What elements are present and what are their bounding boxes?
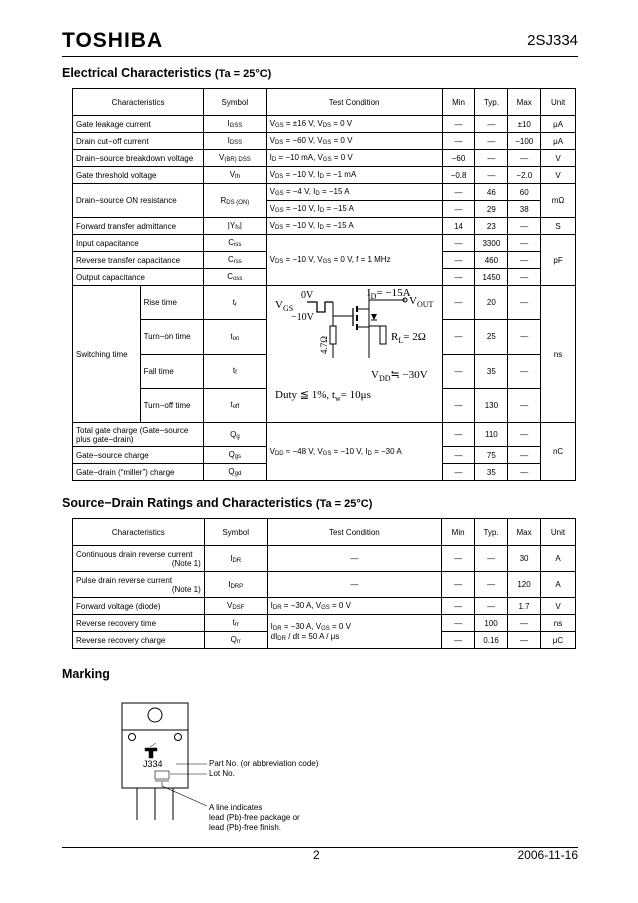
electrical-condition: (Ta = 25°C) (214, 68, 272, 80)
electrical-title: Electrical Characteristics (62, 66, 212, 80)
marking-note-2: lead (Pb)-free package or (209, 813, 300, 822)
switching-test-circuit (267, 286, 442, 422)
row-unit: ns (541, 615, 576, 632)
row-name: Reverse transfer capacitance (73, 252, 204, 269)
marking-note-3: lead (Pb)-free finish. (209, 823, 282, 832)
col-test-condition: Test Condition (266, 89, 442, 116)
pin1-marker (129, 734, 136, 741)
row-unit: μA (541, 116, 576, 133)
row-name: Drain−source ON resistance (73, 184, 204, 218)
row-min: — (442, 354, 475, 388)
row-unit: mΩ (541, 184, 576, 218)
row-max: — (508, 150, 541, 167)
source-drain-condition: (Ta = 25°C) (315, 498, 373, 510)
row-max: ±10 (508, 116, 541, 133)
col-min: Min (442, 89, 475, 116)
row-symbol: $I_{GSS}$ (204, 116, 267, 133)
row-condition: $V_{GS} = -4$ V, $I_D = -15$ A (266, 184, 442, 201)
col-min: Min (442, 519, 475, 546)
vout-label: $V_{OUT}$ (408, 295, 434, 309)
table-row (73, 615, 576, 632)
row-typ: — (475, 546, 508, 572)
body-diode-icon (371, 314, 377, 320)
row-symbol: $C_{iss}$ (204, 235, 267, 252)
gate-pulse-waveform (307, 302, 333, 312)
row-name: Rise time (140, 286, 204, 320)
row-symbol: $V_{DSF}$ (204, 598, 267, 615)
row-condition: $V_{DS} = -10$ V, $I_D = -15$ A (266, 218, 442, 235)
row-min: — (442, 615, 475, 632)
electrical-section-title (62, 66, 271, 80)
row-symbol: $Q_{rr}$ (204, 632, 267, 649)
row-typ: 1450 (475, 269, 508, 286)
col-symbol: Symbol (204, 89, 267, 116)
row-unit: V (541, 167, 576, 184)
table-row (73, 598, 576, 615)
gate-resistor-label: 4.7Ω (318, 336, 329, 354)
table-row (73, 184, 576, 201)
row-max: — (508, 388, 541, 422)
row-condition: — (267, 572, 442, 598)
vgs-label: $V_{GS}$ (274, 299, 293, 313)
row-name: Fall time (140, 354, 204, 388)
row-unit: μC (541, 632, 576, 649)
page-number: 2 (313, 848, 320, 862)
row-max: — (508, 354, 541, 388)
row-min: — (442, 320, 475, 354)
row-min: — (442, 447, 475, 464)
duty-label: Duty ≦ 1%, $t_w= 10\mu s$ (274, 389, 371, 403)
row-condition: $V_{DD} \approx -48$ V, $V_{GS} = -10$ V, $I_D = -30$ A (266, 423, 442, 481)
row-name: Reverse recovery charge (73, 632, 205, 649)
row-typ: — (475, 167, 508, 184)
row-unit: A (541, 546, 576, 572)
table-row (73, 218, 576, 235)
table-row (73, 572, 576, 598)
row-min: — (442, 116, 475, 133)
row-max: — (508, 235, 541, 252)
id-label: $I_D= -15A$ (366, 287, 411, 301)
source-drain-section-title (62, 496, 372, 510)
marking-title: Marking (62, 667, 110, 681)
row-min: — (442, 269, 475, 286)
row-typ: 35 (475, 354, 508, 388)
table-row (73, 116, 576, 133)
row-condition: $V_{GS} = \pm 16$ V, $V_{DS} = 0$ V (266, 116, 442, 133)
row-typ: — (475, 572, 508, 598)
marking-part-label: Part No. (or abbreviation code) (209, 759, 319, 768)
row-name: Forward transfer admittance (73, 218, 204, 235)
col-characteristics: Characteristics (73, 519, 205, 546)
row-name: Gate−source charge (73, 447, 204, 464)
row-symbol: $C_{oss}$ (204, 269, 267, 286)
row-name: Gate threshold voltage (73, 167, 204, 184)
row-max: 38 (508, 201, 541, 218)
row-max: 60 (508, 184, 541, 201)
row-typ: 25 (475, 320, 508, 354)
row-name: Forward voltage (diode) (73, 598, 205, 615)
col-max: Max (508, 89, 541, 116)
row-symbol: $I_{DRP}$ (204, 572, 267, 598)
row-max: — (508, 252, 541, 269)
row-condition: — (267, 546, 442, 572)
row-unit: ns (541, 286, 576, 423)
row-min: — (442, 133, 475, 150)
row-typ: 460 (475, 252, 508, 269)
row-max: — (508, 615, 541, 632)
row-name: Turn−on time (140, 320, 204, 354)
row-min: — (442, 184, 475, 201)
pin2-marker (175, 734, 182, 741)
row-symbol: $V_{(BR) DSS}$ (204, 150, 267, 167)
row-max: — (508, 218, 541, 235)
row-min: — (442, 252, 475, 269)
row-name: Gate−drain (“miller”) charge (73, 464, 204, 481)
row-max: — (508, 464, 541, 481)
row-name: Total gate charge (Gate−source plus gate−drain) (73, 423, 204, 447)
row-condition: $I_{DR} = -30$ A, $V_{GS} = 0$ V $dI_{DR}$ / dt = 50 A / μs (267, 615, 442, 649)
row-condition: $I_{DR} = -30$ A, $V_{GS} = 0$ V (267, 598, 442, 615)
row-typ: — (475, 116, 508, 133)
row-min: — (442, 286, 475, 320)
row-symbol: $Q_{gd}$ (204, 464, 267, 481)
row-symbol: $|Y_{fs}|$ (204, 218, 267, 235)
row-typ: 46 (475, 184, 508, 201)
row-symbol: $I_{DSS}$ (204, 133, 267, 150)
rl-label: $R_L= 2\Omega$ (390, 331, 426, 345)
source-drain-title: Source−Drain Ratings and Characteristics (62, 496, 313, 510)
row-symbol: $Q_{gs}$ (204, 447, 267, 464)
col-max: Max (508, 519, 541, 546)
row-typ: — (475, 133, 508, 150)
row-min: — (442, 464, 475, 481)
footer-rule (62, 847, 578, 848)
gate-resistor (330, 326, 336, 344)
row-min: 14 (442, 218, 475, 235)
row-name: Output capacitance (73, 269, 204, 286)
electrical-table (72, 88, 576, 481)
row-name: Turn−off time (140, 388, 204, 422)
table-row (73, 235, 576, 252)
row-min: — (442, 598, 475, 615)
row-min: — (442, 388, 475, 422)
mounting-hole (148, 708, 162, 722)
table-header-row (73, 89, 576, 116)
vdd-label: $V_{DD}≒ -30V$ (370, 369, 428, 383)
row-min: −60 (442, 150, 475, 167)
pulse-neg-label: −10V (290, 312, 314, 323)
row-typ: 130 (475, 388, 508, 422)
table-row (73, 133, 576, 150)
row-max: −100 (508, 133, 541, 150)
row-unit: V (541, 150, 576, 167)
row-condition: $V_{DS} = -10$ V, $V_{GS} = 0$ V, f = 1 MHz (266, 235, 442, 286)
row-symbol: $C_{rss}$ (204, 252, 267, 269)
row-name: Reverse recovery time (73, 615, 205, 632)
row-unit: S (541, 218, 576, 235)
marking-note-1: A line indicates (209, 803, 263, 812)
pulse-zero-label: 0V (300, 290, 313, 301)
row-typ: — (475, 598, 508, 615)
row-typ: 23 (475, 218, 508, 235)
switching-circuit-cell (266, 286, 442, 423)
table-row (73, 286, 576, 320)
table-row (73, 546, 576, 572)
table-row (73, 150, 576, 167)
row-max: — (508, 269, 541, 286)
marking-lot-label: Lot No. (209, 769, 235, 778)
row-symbol: $t_r$ (204, 286, 267, 320)
row-symbol: $R_{DS (ON)}$ (204, 184, 267, 218)
row-symbol: $V_{th}$ (204, 167, 267, 184)
lot-box (155, 771, 169, 779)
load-resistor (380, 326, 386, 344)
row-symbol: $I_{DR}$ (204, 546, 267, 572)
row-max: 1.7 (508, 598, 541, 615)
row-max: 30 (508, 546, 541, 572)
col-unit: Unit (541, 89, 576, 116)
row-typ: 0.16 (475, 632, 508, 649)
row-condition: $I_D = -10$ mA, $V_{GS} = 0$ V (266, 150, 442, 167)
header-rule (62, 56, 578, 57)
row-typ: 75 (475, 447, 508, 464)
switching-group-label: Switching time (73, 286, 141, 423)
row-min: −0.8 (442, 167, 475, 184)
marking-code: J334 (143, 759, 163, 769)
row-min: — (442, 235, 475, 252)
row-typ: 20 (475, 286, 508, 320)
row-max: — (508, 632, 541, 649)
row-condition: $V_{GS} = -10$ V, $I_D = -15$ A (266, 201, 442, 218)
row-max: — (508, 447, 541, 464)
row-symbol: $t_{on}$ (204, 320, 267, 354)
document-date: 2006-11-16 (517, 848, 578, 862)
row-unit: pF (541, 235, 576, 286)
row-typ: 3300 (475, 235, 508, 252)
table-header-row (73, 519, 576, 546)
row-name: Drain−source breakdown voltage (73, 150, 204, 167)
row-max: −2.0 (508, 167, 541, 184)
row-typ: 35 (475, 464, 508, 481)
row-typ: 29 (475, 201, 508, 218)
col-test-condition: Test Condition (267, 519, 442, 546)
row-max: — (508, 320, 541, 354)
row-unit: nC (541, 423, 576, 481)
source-drain-table (72, 518, 576, 649)
row-symbol: $t_{off}$ (204, 388, 267, 422)
row-condition: $V_{DS} = -10$ V, $I_D = -1$ mA (266, 167, 442, 184)
brand-logo: TOSHIBA (62, 29, 164, 52)
row-name: Input capacitance (73, 235, 204, 252)
row-max: — (508, 423, 541, 447)
col-typ: Typ. (475, 519, 508, 546)
row-max: 120 (508, 572, 541, 598)
part-number: 2SJ334 (527, 32, 578, 49)
row-min: — (442, 632, 475, 649)
row-typ: 110 (475, 423, 508, 447)
col-characteristics: Characteristics (73, 89, 204, 116)
row-name: Gate leakage current (73, 116, 204, 133)
row-symbol: $t_{rr}$ (204, 615, 267, 632)
row-min: — (442, 572, 475, 598)
row-min: — (442, 546, 475, 572)
col-symbol: Symbol (204, 519, 267, 546)
row-unit: V (541, 598, 576, 615)
row-name: Continuous drain reverse current (Note 1) (73, 546, 205, 572)
row-condition: $V_{DS} = -60$ V, $V_{GS} = 0$ V (266, 133, 442, 150)
row-symbol: $Q_g$ (204, 423, 267, 447)
table-row (73, 167, 576, 184)
row-typ: 100 (475, 615, 508, 632)
row-typ: — (475, 150, 508, 167)
row-name: Pulse drain reverse current (Note 1) (73, 572, 205, 598)
row-unit: μA (541, 133, 576, 150)
row-min: — (442, 201, 475, 218)
row-max: — (508, 286, 541, 320)
col-typ: Typ. (475, 89, 508, 116)
col-unit: Unit (541, 519, 576, 546)
row-min: — (442, 423, 475, 447)
table-row (73, 423, 576, 447)
row-name: Drain cut−off current (73, 133, 204, 150)
row-unit: A (541, 572, 576, 598)
row-symbol: $t_f$ (204, 354, 267, 388)
